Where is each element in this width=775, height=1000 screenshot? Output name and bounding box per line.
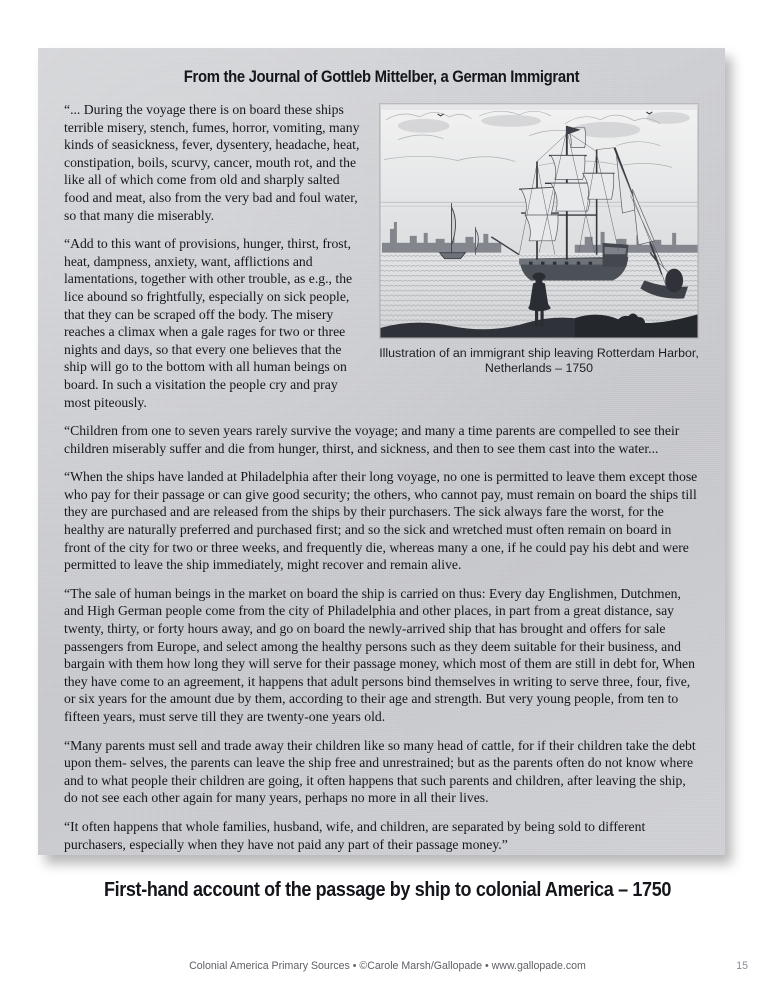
figure-caption: Illustration of an immigrant ship leaving Rotterdam Harbor, Netherlands – 1750 [379, 346, 699, 376]
panel-content [38, 48, 725, 853]
paragraph-4: “When the ships have landed at Philadelphia after their long voyage, no one is permitted to leave them except those who pay for their passage or can give good security; the others, who cannot pay, must remain on board the ships till they are purchased and are released from the ships by their purchasers. The sick always fare the worst, for the healthy are naturally preferred and purchased first; and so the sick and wretched must often remain on board in front of the city for two or three weeks, and frequently die, whereas many a one, if he could pay his debt and were permitted to leave the ship immediately, might recover and remain alive. [64, 469, 698, 573]
immigrant-ship-illustration [379, 103, 699, 339]
paragraph-3: “Children from one to seven years rarely survive the voyage; and many a time parents are compelled to see their children miserably suffer and die from hunger, thirst, and sickness, and then to see them cast into the water... [64, 423, 680, 456]
footer-credit: Colonial America Primary Sources • ©Carole Marsh/Gallopade • www.gallopade.com [189, 960, 586, 972]
page-title: From the Journal of Gottleb Mittelber, a German Immigrant [183, 68, 580, 86]
paragraph-7: “It often happens that whole families, husband, wife, and children, are separated by being sold to different purchasers, especially when they have not paid any part of their passage money.” [64, 818, 646, 852]
paragraph-1: “... During the voyage there is on board these ships terrible misery, stench, fumes, horror, vomiting, many kinds of seasickness, fever, dysentery, headache, heat, constipation, boils, scurvy, cancer, mouth rot, and the like all of which come from old and sharply salted food and meat, also from the very bad and foul water, so that many die miserably. [64, 102, 360, 223]
ship-engraving-graphic [380, 104, 698, 338]
paragraph-2: “Add to this want of provisions, hunger, thirst, frost, heat, dampness, anxiety, want, afflictions and lamentations, together with other trouble, as e.g., the lice abound so frightfully, especially on sick people, that they can be scraped off the body. The misery reaches a climax when a gale rages for two or three nights and days, so that every one believes that the ship will go to the bottom with all human beings on board. In such a visitation the people cry and pray most piteously. [64, 236, 353, 410]
bottom-heading: First-hand account of the passage by ship to colonial America – 1750 [103, 879, 671, 901]
document-page-panel [38, 48, 725, 855]
page-number: 15 [736, 960, 748, 972]
figure-block [379, 103, 699, 376]
page-footer [0, 960, 775, 980]
paragraph-6: “Many parents must sell and trade away their children like so many head of cattle, for if their children take the debt upon them- selves, the parents can leave the ship free and unrestrained; but as the parents often do not know where and to what people their children are going, it often happens that such parents and children, after leaving the ship, do not see each other again for many years, perhaps no more in all their lives. [64, 737, 696, 806]
paragraph-5: “The sale of human beings in the market on board the ship is carried on thus: Every day Englishmen, Dutchmen, and High German people come from the city of Philadelphia and other places, in part from a great distance, say twenty, thirty, or forty hours away, and go on board the newly-arrived ship that has brought and offers for sale passengers from Europe, and select among the healthy persons such as they deem suitable for their business, and bargain with them how long they will serve for their passage money, which most of them are still in debt for, When they have come to an agreement, it happens that adult persons bind themselves in writing to serve three, four, five, or six years for the amount due by them, according to their age and strength. But very young people, from ten to fifteen years, must serve till they are twenty-one years old. [64, 585, 695, 724]
